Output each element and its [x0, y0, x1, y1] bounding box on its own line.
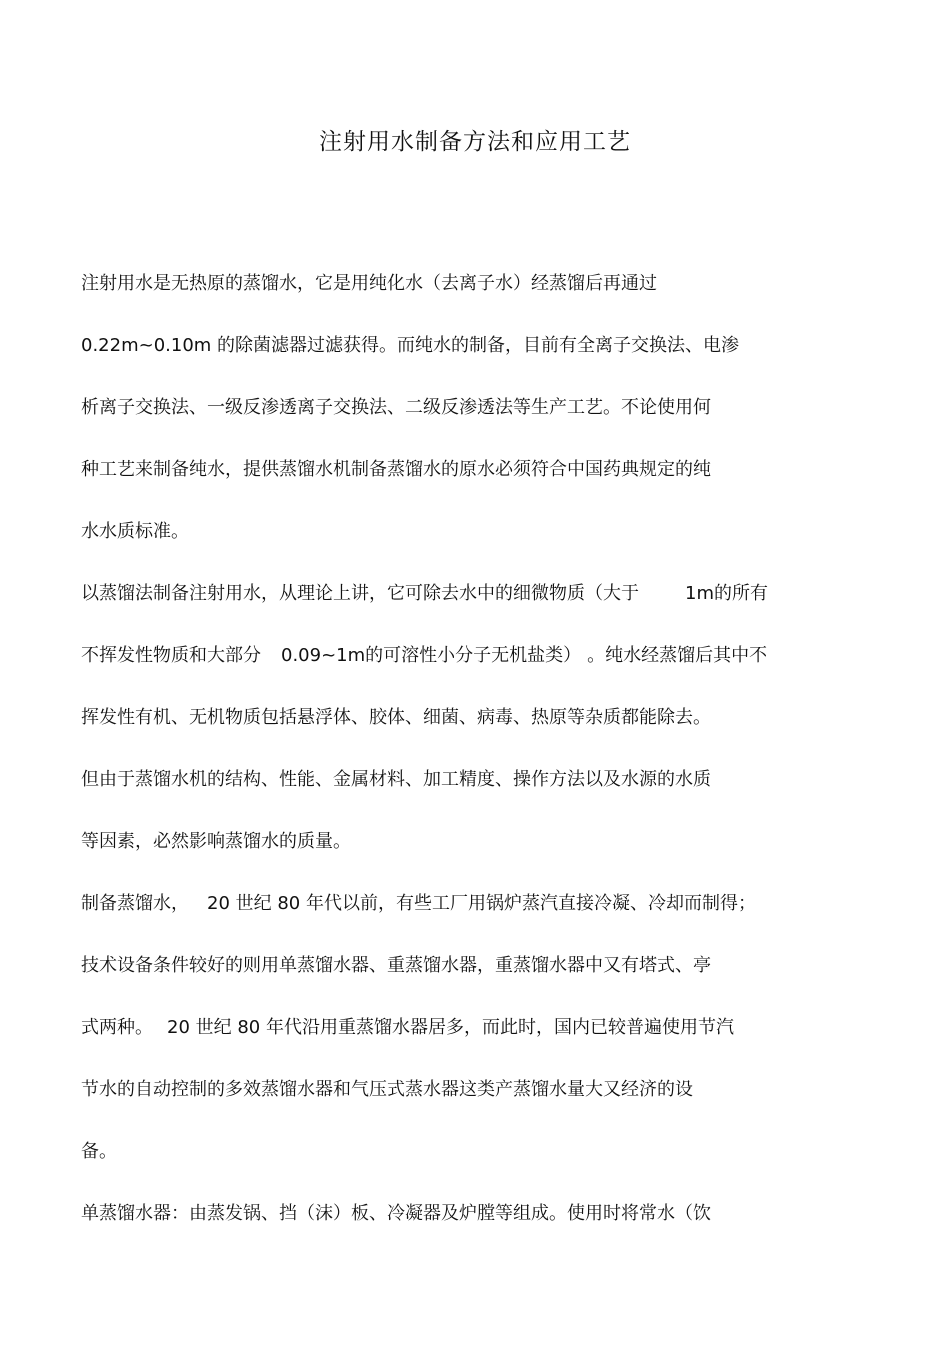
- paragraph-line: 单蒸馏水器：由蒸发锅、挡（沫）板、冷凝器及炉膛等组成。使用时将常水（饮: [81, 1203, 711, 1224]
- paragraph-line: 挥发性有机、无机物质包括悬浮体、胶体、细菌、病毒、热原等杂质都能除去。: [81, 707, 711, 728]
- text-segment: 以蒸馏法制备注射用水，从理论上讲，它可除去水中的细微物质（大于: [81, 583, 639, 604]
- text-segment: 20 世纪 80 年代沿用重蒸馏水器居多，而此时，国内已较普遍使用节汽: [167, 1017, 734, 1038]
- text-segment: 0.09~1m的可溶性小分子无机盐类）: [281, 645, 582, 666]
- document-title: 注射用水制备方法和应用工艺: [319, 129, 631, 155]
- paragraph-line: 水水质标准。: [81, 521, 189, 542]
- text-segment: 。纯水经蒸馏后其中不: [587, 645, 768, 666]
- text-segment: 制备蒸馏水，: [81, 893, 189, 914]
- paragraph-line: [81, 1014, 734, 1042]
- text-segment: 1m的所有: [685, 583, 768, 604]
- paragraph-line: 析离子交换法、一级反渗透离子交换法、二级反渗透法等生产工艺。不论使用何: [81, 397, 711, 418]
- paragraph-line: 节水的自动控制的多效蒸馏水器和气压式蒸水器这类产蒸馏水量大又经济的设: [81, 1079, 693, 1100]
- paragraph-line: [81, 642, 767, 670]
- paragraph-line: 但由于蒸馏水机的结构、性能、金属材料、加工精度、操作方法以及水源的水质: [81, 769, 711, 790]
- text-segment: 不挥发性物质和大部分: [81, 645, 261, 666]
- paragraph-line: 注射用水是无热原的蒸馏水，它是用纯化水（去离子水）经蒸馏后再通过: [81, 273, 657, 294]
- paragraph-line: 技术设备条件较好的则用单蒸馏水器、重蒸馏水器，重蒸馏水器中又有塔式、亭: [81, 955, 711, 976]
- paragraph-line: [81, 890, 756, 918]
- paragraph-line: 等因素，必然影响蒸馏水的质量。: [81, 831, 351, 852]
- text-segment: 式两种。: [81, 1017, 153, 1038]
- paragraph-line: 备。: [81, 1141, 117, 1162]
- paragraph-line: 0.22m~0.10m 的除菌滤器过滤获得。而纯水的制备，目前有全离子交换法、电渗: [81, 335, 740, 356]
- paragraph-line: [81, 580, 768, 608]
- text-segment: 20 世纪 80 年代以前，有些工厂用锅炉蒸汽直接冷凝、冷却而制得；: [207, 893, 756, 914]
- paragraph-line: 种工艺来制备纯水，提供蒸馏水机制备蒸馏水的原水必须符合中国药典规定的纯: [81, 459, 711, 480]
